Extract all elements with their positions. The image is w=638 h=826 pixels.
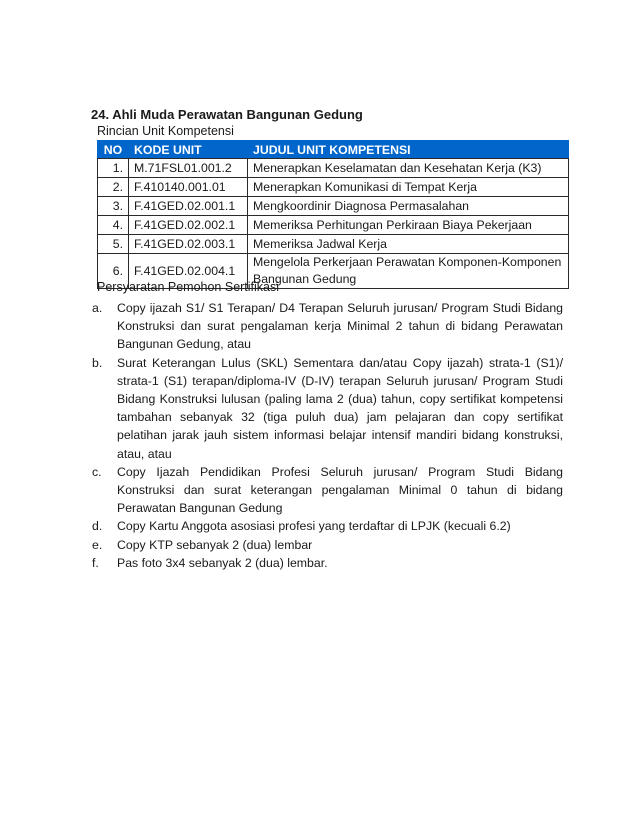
- list-marker: b.: [92, 355, 103, 370]
- row-no: 5.: [98, 235, 129, 254]
- table-header-row: [98, 141, 569, 159]
- requirements-list: [91, 299, 563, 572]
- row-kode: F.41GED.02.003.1: [129, 235, 248, 254]
- row-no: 1.: [98, 159, 129, 178]
- list-item: [91, 354, 563, 463]
- persyaratan-heading: Persyaratan Pemohon Sertifikasi: [97, 280, 280, 294]
- row-judul: Memeriksa Perhitungan Perkiraan Biaya Pekerjaan: [248, 216, 569, 235]
- row-judul: Mengkoordinir Diagnosa Permasalahan: [248, 197, 569, 216]
- row-no: 6.: [98, 254, 129, 289]
- row-kode: F.41GED.02.001.1: [129, 197, 248, 216]
- row-no: 4.: [98, 216, 129, 235]
- competency-units-table: [97, 140, 569, 289]
- row-kode: F.41GED.02.002.1: [129, 216, 248, 235]
- list-item-text: Surat Keterangan Lulus (SKL) Sementara dan/atau Copy ijazah) strata-1 (S1)/ strata-1 (S1) terapan/diploma-IV (D-IV) terapan Seluruh jurusan/ Program Studi Bidang Konstruksi lulusan (paling lama 2 (dua) tahun, copy sertifikat kompetensi tambahan sebanyak 32 (tiga puluh dua) jam pelajaran dan copy sertifikat pelatihan jarak jauh sistem informasi belajar intensif mandiri bidang konstruksi, atau, atau: [117, 355, 563, 461]
- list-item-text: Copy ijazah S1/ S1 Terapan/ D4 Terapan Seluruh jurusan/ Program Studi Bidang Konstruksi dan surat pengalaman kerja Minimal 2 tahun di bidang Perawatan Bangunan Gedung, atau: [117, 301, 563, 352]
- list-marker: d.: [92, 519, 103, 534]
- table-row: [98, 235, 569, 254]
- table-row: [98, 197, 569, 216]
- row-no: 2.: [98, 178, 129, 197]
- list-item-text: Copy KTP sebanyak 2 (dua) lembar: [117, 537, 313, 552]
- table-row: [98, 159, 569, 178]
- header-no: NO: [98, 141, 129, 159]
- list-item: [91, 554, 563, 572]
- list-item: [91, 517, 563, 535]
- list-item: [91, 536, 563, 554]
- list-item-text: Pas foto 3x4 sebanyak 2 (dua) lembar.: [117, 555, 328, 570]
- row-judul: Memeriksa Jadwal Kerja: [248, 235, 569, 254]
- list-marker: a.: [92, 301, 103, 315]
- header-judul-unit: JUDUL UNIT KOMPETENSI: [248, 141, 569, 159]
- list-marker: e.: [92, 537, 103, 552]
- rincian-heading: Rincian Unit Kompetensi: [97, 124, 234, 138]
- list-item: [91, 299, 563, 354]
- row-no: 3.: [98, 197, 129, 216]
- row-judul: Menerapkan Keselamatan dan Kesehatan Kerja (K3): [248, 159, 569, 178]
- row-kode: M.71FSL01.001.2: [129, 159, 248, 178]
- section-title: 24. Ahli Muda Perawatan Bangunan Gedung: [91, 107, 363, 122]
- table-row: [98, 216, 569, 235]
- row-kode: F.410140.001.01: [129, 178, 248, 197]
- row-judul: Menerapkan Komunikasi di Tempat Kerja: [248, 178, 569, 197]
- table-row: [98, 178, 569, 197]
- list-item-text: Copy Kartu Anggota asosiasi profesi yang terdaftar di LPJK (kecuali 6.2): [117, 519, 511, 534]
- list-item-text: Copy Ijazah Pendidikan Profesi Seluruh jurusan/ Program Studi Bidang Konstruksi dan surat keterangan pengalaman Minimal 0 tahun di bidang Perawatan Bangunan Gedung: [117, 464, 563, 516]
- list-marker: f.: [92, 555, 99, 570]
- list-item: [91, 463, 563, 518]
- row-kode: F.41GED.02.004.1: [129, 254, 248, 289]
- header-kode-unit: KODE UNIT: [129, 141, 248, 159]
- list-marker: c.: [92, 464, 102, 479]
- row-judul: Mengelola Perkerjaan Perawatan Komponen-Komponen Bangunan Gedung: [248, 254, 569, 289]
